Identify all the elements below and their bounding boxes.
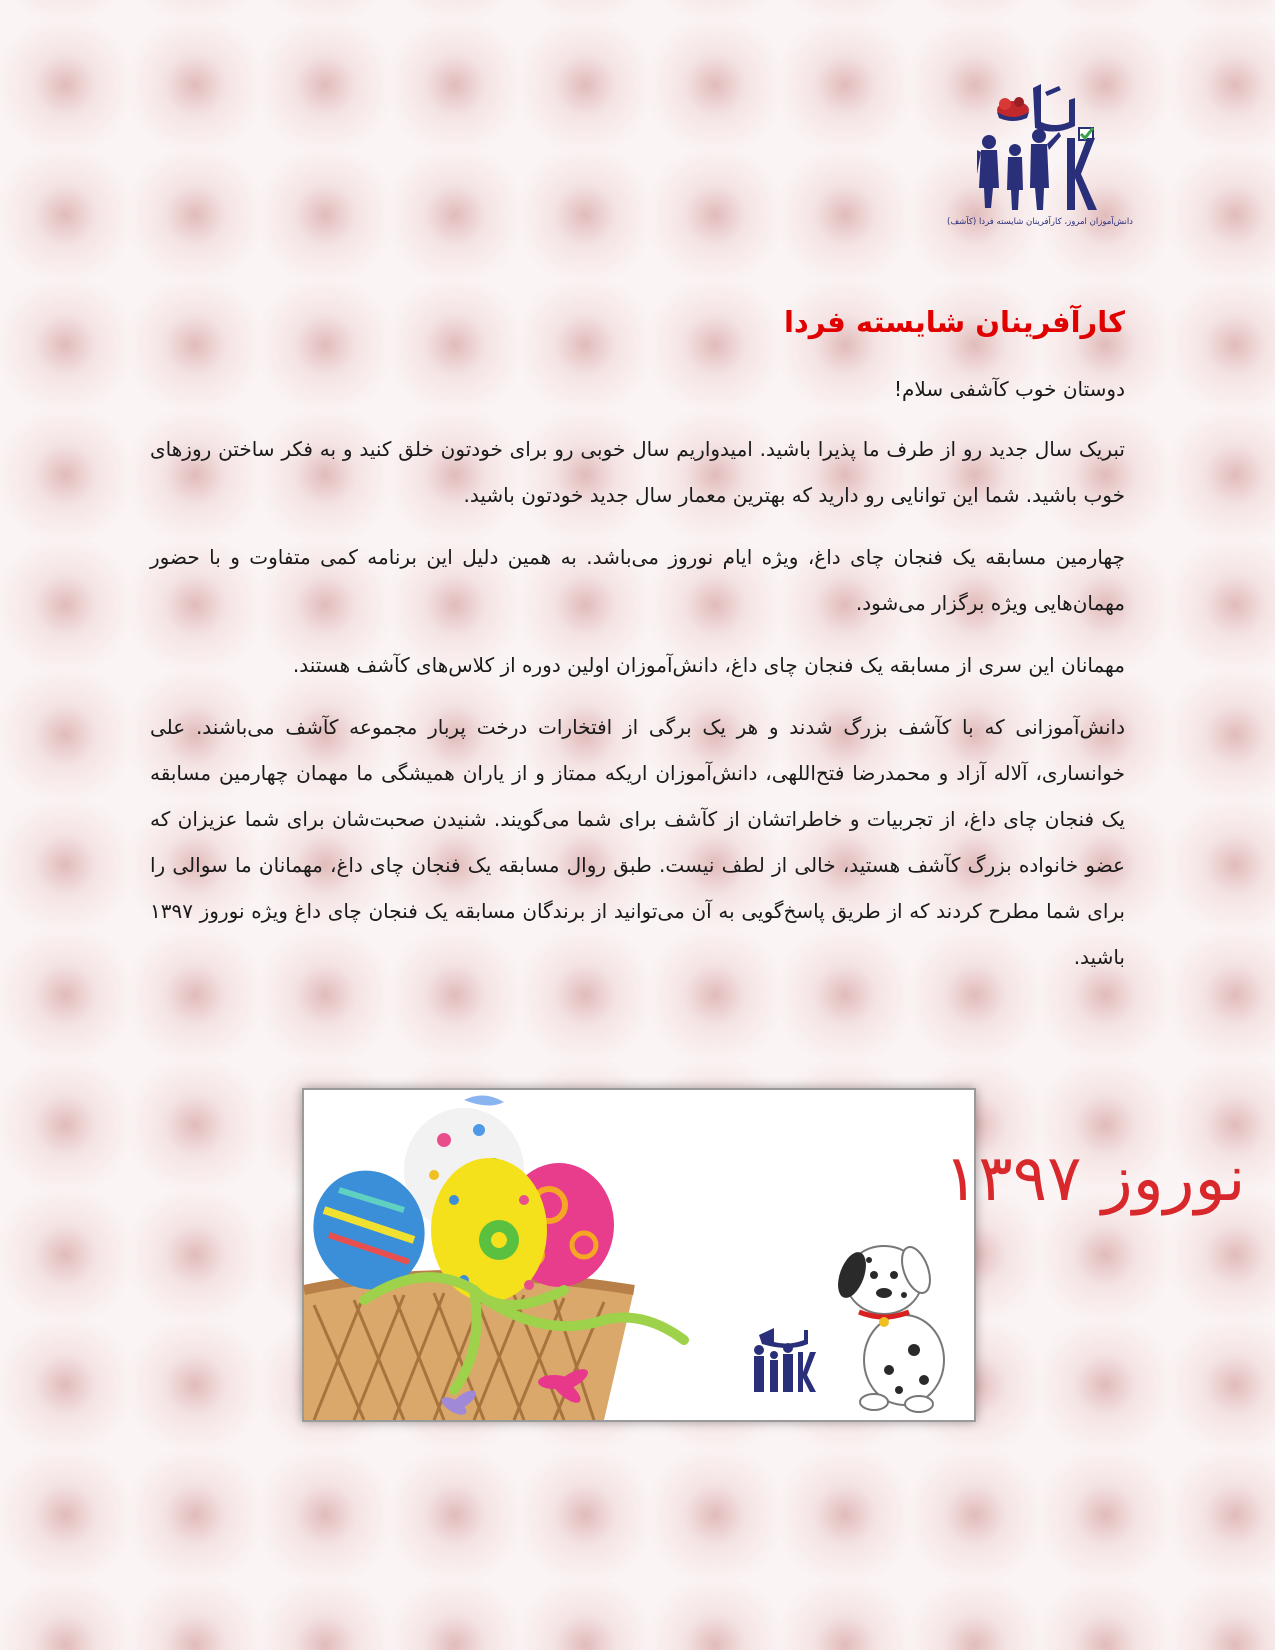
- article-paragraph-greeting: دوستان خوب کآشفی سلام!: [894, 377, 1125, 401]
- nowruz-banner-image: [302, 1088, 1246, 1422]
- article-paragraph-new-year: تبریک سال جدید رو از طرف ما پذیرا باشید. امیدواریم سال خوبی رو برای خودتون خلق کنید و به فکر ساختن روزهای خوب باشید. شما این توانایی رو دارید که بهترین معمار سال جدید خودتون باشید.: [150, 437, 1125, 507]
- article-paragraph-students: دانش‌آموزانی که با کآشف بزرگ شدند و هر یک برگی از افتخارات درخت پربار مجموعه کآشف می‌باشند. علی خوانساری، آلاله آزاد و محمدرضا فتح‌اللهی، دانش‌آموزان اریکه ممتاز و از یاران همیشگی ما مهمان چهارمین مسابقه یک فنجان چای داغ، از تجربیات و خاطراتشان از کآشف برای شما می‌گویند. شنیدن صحبت‌شان برای شما عزیزان که عضو خانواده بزرگ کآشف هستید، خالی از لطف نیست. طبق روال مسابقه یک فنجان چای داغ، مهمانان ما سوالی را برای شما مطرح کردند که از طریق پاسخ‌گویی به آن می‌توانید از برندگان مسابقه یک فنجان چای داغ ویژه نوروز ۱۳۹۷ باشید.: [150, 715, 1125, 969]
- logo-tagline: دانش‌آموزان امروز، کارآفرینان شایسته فردا (کآشف): [947, 217, 1133, 227]
- banner-title: نوروز ۱۳۹۷: [944, 1142, 1246, 1216]
- article-paragraph-contest: چهارمین مسابقه یک فنجان چای داغ، ویژه ایام نوروز می‌باشد. به همین دلیل این برنامه کمی متفاوت و با حضور مهمان‌هایی ویژه برگزار می‌شود.: [150, 545, 1125, 615]
- kashef-logo: [947, 78, 1133, 228]
- article-title: کارآفرینان شایسته فردا: [783, 305, 1125, 339]
- article: [150, 300, 1125, 996]
- article-paragraph-guests: مهمانان این سری از مسابقه یک فنجان چای داغ، دانش‌آموزان اولین دوره از کلاس‌های کآشف هستند.: [292, 653, 1125, 677]
